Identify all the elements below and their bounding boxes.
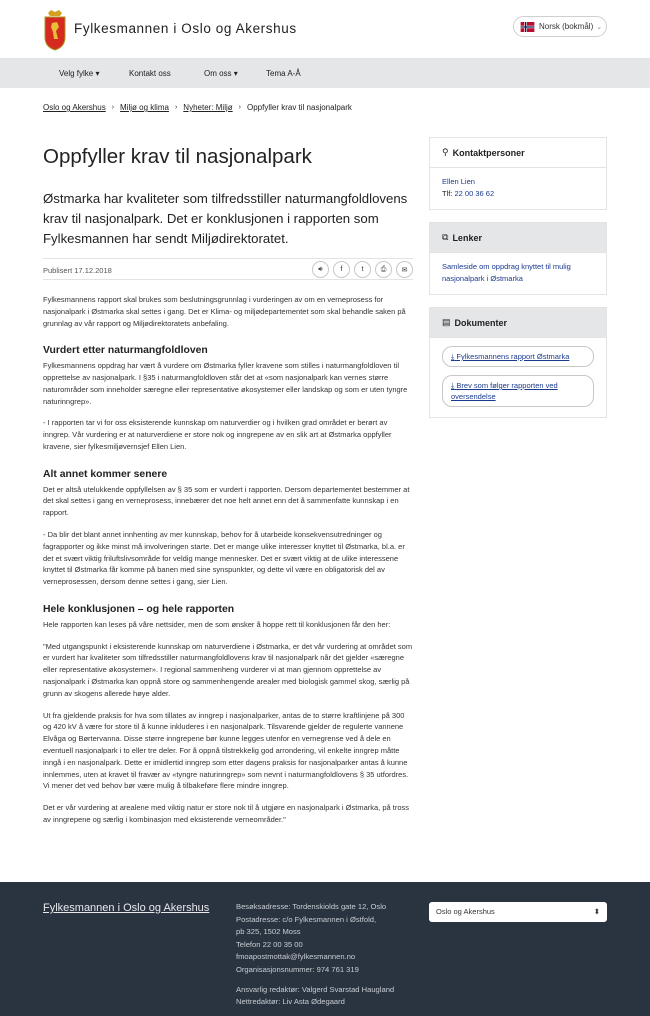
- breadcrumb-link-miljo-klima[interactable]: Miljø og klima: [120, 103, 169, 112]
- paragraph: Fylkesmannens rapport skal brukes som beslutningsgrunnlag i vurderingen av om en verneprosess for nasjonalpark i Østmarka skal settes i gang. Det er Klima- og miljødepartementet som skal behandle saken på grunnlag av vår rapport og Miljødirektoratets anbefaling.: [43, 295, 406, 328]
- published-date: Publisert 17.12.2018: [43, 266, 112, 275]
- county-select-value: Oslo og Akershus: [436, 907, 495, 916]
- contacts-heading: ⚲ Kontaktpersoner: [442, 147, 525, 158]
- document-icon: ▤: [442, 317, 451, 327]
- site-title[interactable]: Fylkesmannen i Oslo og Akershus: [74, 21, 297, 36]
- contacts-box: [429, 137, 607, 210]
- section-heading: Hele konklusjonen – og hele rapporten: [43, 603, 235, 615]
- paragraph: Fylkesmannens oppdrag har vært å vurdere om Østmarka fyller kravene som stilles i naturmangfoldloven til opprettelse av nasjonalpark. I §35 i naturmangfoldloven står det at «som nasjonalpark kan vernes større naturområder som inneholder særegne eller representative økosystemer eller landskap og som er uten tyngre naturinngrep».: [43, 361, 408, 406]
- paragraph: - Da blir det blant annet innhenting av mer kunnskap, behov for å utarbeide konsekvensutredninger og fagrapporter og ikke minst må involveringen starte. Det er mange ulike interesser knyttet til Østmarka, bl.a. er det et svært viktig friluftslivsområde for veldig mange mennesker. Det er svært viktig at de ulike interessene knyttet til Østmarka får komme på banen med sine synspunkter, og dette vil være en obligatorisk del av verneprosessen, dersom denne settes i gang, sier Lien.: [43, 529, 405, 587]
- web-editor-label: Nettredaktør:: [236, 997, 283, 1007]
- external-link-icon: ⧉: [442, 232, 449, 242]
- article-body: [43, 294, 413, 826]
- chevron-down-icon: ▾: [95, 69, 100, 78]
- print-icon[interactable]: ⎙: [375, 261, 392, 278]
- chevron-right-icon: ›: [238, 104, 241, 111]
- sidebar: [429, 137, 607, 430]
- org-number: Organisasjonsnummer: 974 761 319: [236, 964, 359, 974]
- paragraph: Det er vår vurdering at arealene med viktig natur er store nok til å utgjøre en nasjonalpark i Østmarka, på tross av inngrepene og særlig i kombinasjon med eksisterende verneområder.": [43, 803, 410, 824]
- breadcrumb-link-oslo-akershus[interactable]: Oslo og Akershus: [43, 103, 106, 112]
- nav-om-oss[interactable]: Om oss ▾: [204, 69, 238, 78]
- postal-address-line2: pb 325, 1502 Moss: [236, 927, 301, 937]
- responsible-editor: Ansvarlig redaktør: Valgerd Svarstad Haugland: [236, 984, 395, 994]
- paragraph: Hele rapporten kan leses på våre nettsider, men de som ønsker å hoppe rett til konklusjonen får den her:: [43, 619, 391, 629]
- chevron-right-icon: ›: [111, 104, 115, 111]
- email-icon[interactable]: ✉︎: [396, 261, 413, 278]
- contact-phone-link[interactable]: 22 00 36 62: [454, 188, 495, 198]
- visit-address: Besøksadresse: Tordenskiolds gate 12, Oslo: [236, 902, 387, 911]
- person-icon: ⚲: [442, 147, 449, 157]
- site-header: [0, 0, 650, 59]
- county-select[interactable]: [429, 902, 607, 922]
- phone-label: Tlf:: [442, 188, 455, 198]
- breadcrumb-current: Oppfyller krav til nasjonalpark: [246, 103, 352, 112]
- chevron-down-icon: ▾: [233, 69, 238, 78]
- main-nav: [0, 59, 650, 88]
- web-editor-link[interactable]: Liv Asta Ødegaard: [282, 997, 345, 1007]
- footer-phone: Telefon 22 00 35 00: [236, 939, 303, 949]
- nasjonalpark-link[interactable]: Samleside om oppdrag knyttet til mulig nasjonalpark i Østmarka: [442, 262, 571, 283]
- listen-icon[interactable]: 🔊︎: [312, 261, 329, 278]
- footer-email-link[interactable]: fmoapostmottak@fylkesmannen.no: [236, 952, 356, 962]
- download-icon: ⤓: [451, 381, 455, 390]
- site-footer: [0, 882, 650, 1016]
- chevron-down-icon: ⌄: [596, 23, 603, 31]
- select-arrows-icon: ⬍: [593, 907, 600, 916]
- norway-flag-icon: [520, 22, 535, 32]
- chevron-right-icon: ›: [174, 104, 178, 111]
- coat-of-arms-logo[interactable]: [43, 9, 67, 51]
- twitter-icon[interactable]: t: [354, 261, 371, 278]
- paragraph: Ut fra gjeldende praksis for hva som tillates av inngrep i nasjonalparker, antas de to større kraftlinjene på 300 og 420 kV å være for store til å kunne inkluderes i en nasjonalpark. Tilsvarende gjelder de regulerte vannene Elvåga og Børtervanna. Disse større inngrepene bør kunne legges utenfor en vernegrense ved å dele en eventuell nasjonalpark i to eller tre deler. For å oppnå tilstrekkelig god arrondering, vil enkelte inngrep måtte inngå i en nasjonalpark. Dette er imidlertid inngrep som etter dagens praksis for nasjonalparker antas å kunne innlemmes, uten at kravet til fravær av «tyngre naturinngrep» som nevnt i naturmangfoldlovens § 35 utfordres. Vi mener det ved behov bør være mulig å tilbakeføre flere mindre inngrep.: [43, 710, 409, 791]
- language-selector[interactable]: [513, 16, 607, 37]
- breadcrumb: [43, 103, 352, 112]
- postal-address-line1: Postadresse: c/o Fylkesmannen i Østfold,: [236, 914, 377, 924]
- footer-address: [236, 901, 394, 1009]
- language-label: Norsk (bokmål): [539, 22, 594, 31]
- nav-velg-fylke[interactable]: Velg fylke ▾: [59, 69, 100, 78]
- paragraph: Det er altså utelukkende oppfyllelsen av § 35 som er vurdert i rapporten. Dersom departementet bestemmer at det skal settes i gang en verneprosess, innebærer det noe helt annet enn det å sammenfatte kunnskap i en rapport.: [43, 484, 410, 518]
- links-box: [429, 222, 607, 295]
- download-letter-button[interactable]: ⤓ Brev som følger rapporten ved oversendelse: [442, 375, 594, 407]
- footer-title-link[interactable]: Fylkesmannen i Oslo og Akershus: [43, 902, 210, 914]
- paragraph: - I rapporten tar vi for oss eksisterende kunnskap om naturverdier og i hvilken grad området er berørt av inngrep. Vår vurdering er at naturverdiene er store nok og inngrepene av en slik art at Østmarka oppfyller kravene, sier fylkesmiljøvernsjef Ellen Lien.: [43, 418, 392, 451]
- article: [43, 143, 413, 836]
- documents-box: [429, 307, 607, 418]
- article-ingress: Østmarka har kvaliteter som tilfredsstiller naturmangfoldlovens krav til nasjonalpark. Det er konklusjonen i rapporten som Fylkesmannen har sendt Miljødirektoratet.: [43, 191, 408, 246]
- article-meta: [43, 258, 413, 280]
- contact-name-link[interactable]: Ellen Lien: [442, 177, 475, 186]
- nav-tema-a-aa[interactable]: Tema A-Å: [266, 69, 301, 78]
- links-heading: ⧉ Lenker: [430, 223, 606, 252]
- facebook-icon[interactable]: f: [333, 261, 350, 278]
- breadcrumb-link-nyheter-miljo[interactable]: Nyheter: Miljø: [183, 103, 233, 112]
- section-heading: Alt annet kommer senere: [43, 468, 168, 480]
- page-title: Oppfyller krav til nasjonalpark: [43, 145, 312, 168]
- share-buttons: [312, 261, 413, 278]
- paragraph: "Med utgangspunkt i eksisterende kunnskap om naturverdiene i Østmarka, er det vår vurdering at området som er vurdert har kvaliteter som tilfredsstiller naturmangfoldlovens krav til nasjonalpark når det gjelder «særegne eller representative økosystemer». I regional sammenheng vurderer vi at man gjennom opprettelse av nasjonalpark i Østmarka kan oppnå store og sammenhengende arealer med biologisk gammel skog, særlig på grunn av skogens allerede høye alder.: [43, 641, 413, 698]
- documents-heading: ▤ Dokumenter: [430, 308, 606, 337]
- nav-kontakt-oss[interactable]: Kontakt oss: [129, 69, 171, 78]
- download-report-button[interactable]: ⤓ Fylkesmannens rapport Østmarka: [442, 346, 594, 367]
- section-heading: Vurdert etter naturmangfoldloven: [43, 345, 208, 357]
- download-icon: ⤓: [451, 352, 455, 361]
